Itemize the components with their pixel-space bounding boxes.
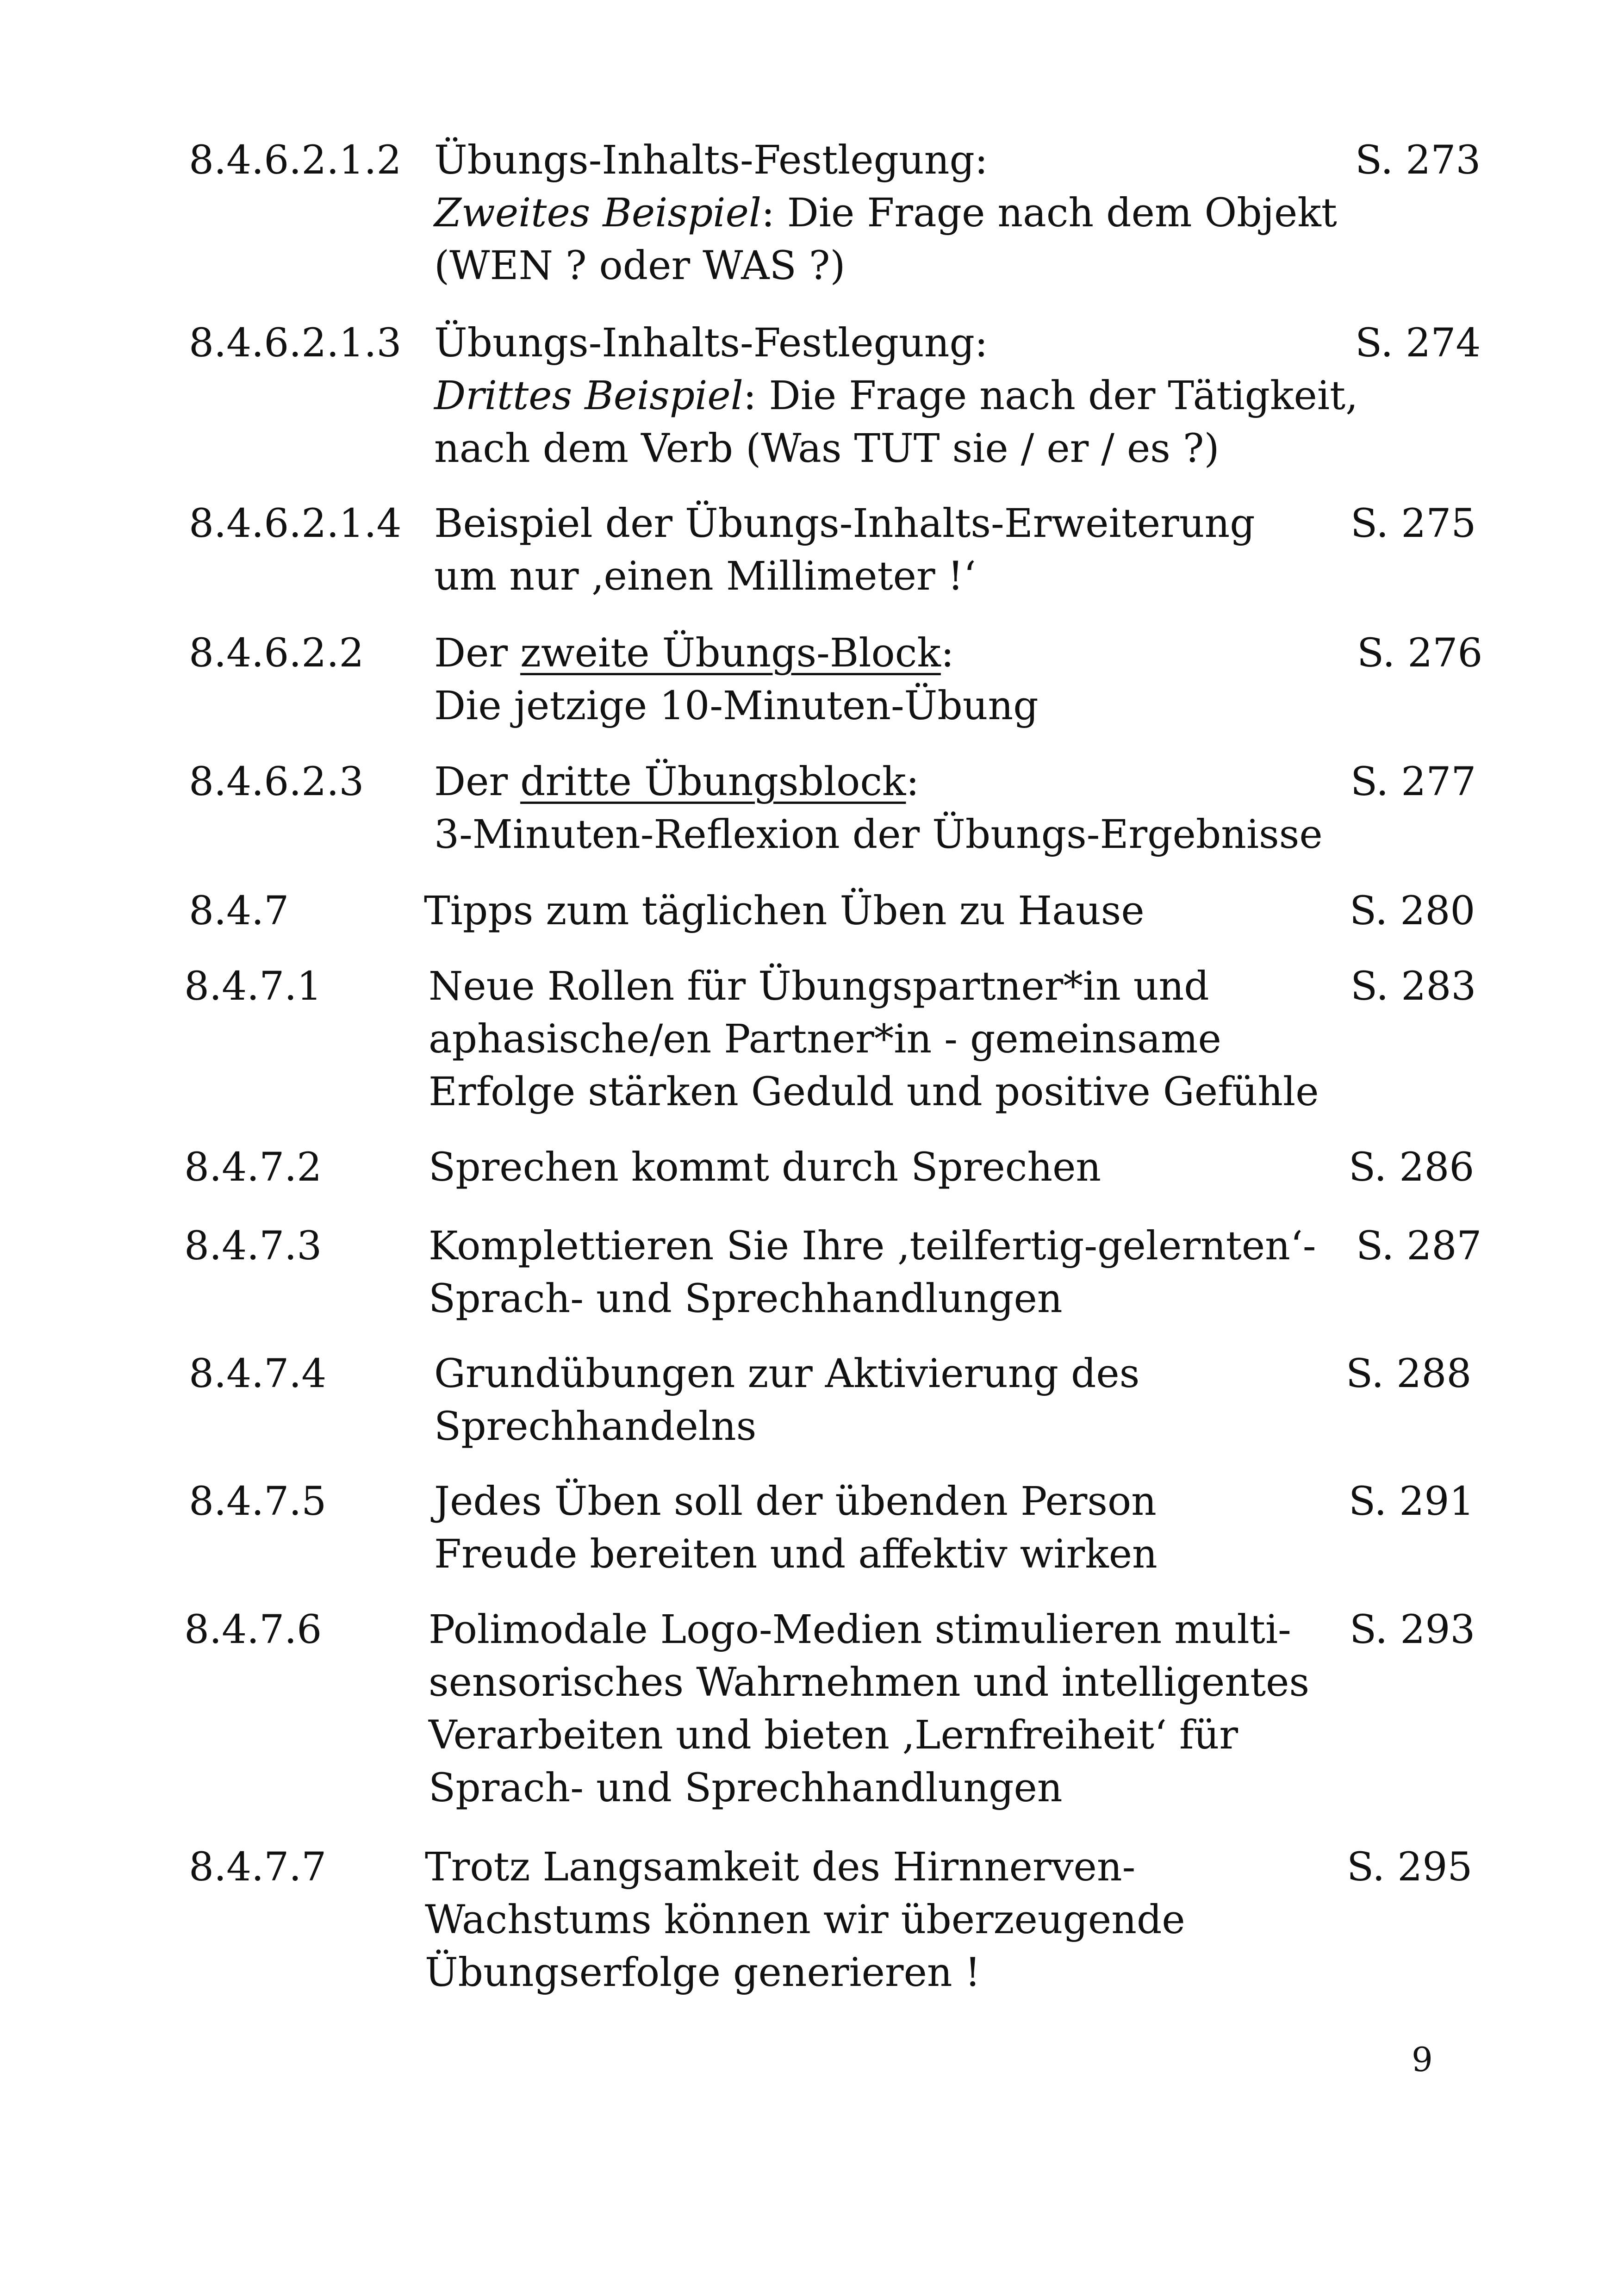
title-line — [429, 1220, 1354, 1273]
title-segment: : — [906, 759, 920, 805]
section-title — [434, 1475, 1360, 1581]
page-reference: S. 293 — [1350, 1607, 1475, 1653]
title-segment: Sprechen kommt durch Sprechen — [429, 1145, 1101, 1190]
section-number: 8.4.6.2.1.3 — [189, 320, 402, 366]
section-title — [434, 498, 1360, 603]
title-line — [425, 1894, 1350, 1947]
title-segment: Sprach- und Sprechhandlungen — [429, 1276, 1063, 1322]
section-title — [429, 960, 1354, 1119]
title-line — [429, 1656, 1354, 1709]
section-title — [429, 1604, 1354, 1815]
title-segment: Zweites Beispiel — [434, 190, 762, 236]
title-line — [434, 423, 1360, 475]
title-segment: sensorisches Wahrnehmen und intelligentes — [429, 1660, 1310, 1705]
title-line — [434, 550, 1360, 603]
title-segment: aphasische/en Partner*in - gemeinsame — [429, 1016, 1221, 1062]
title-line — [434, 756, 1360, 809]
section-number: 8.4.6.2.1.4 — [189, 501, 402, 547]
title-line — [434, 1528, 1360, 1581]
title-segment: zweite Übungs-Block — [520, 630, 941, 676]
title-line — [434, 240, 1360, 292]
page-reference: S. 275 — [1350, 501, 1476, 547]
section-number: 8.4.7.4 — [189, 1351, 327, 1397]
title-segment: nach dem Verb (Was TUT sie / er / es ?) — [434, 426, 1220, 472]
title-segment: Wachstums können wir überzeugende — [425, 1897, 1185, 1943]
title-segment: um nur ‚einen Millimeter !‘ — [434, 554, 976, 599]
title-line — [429, 1762, 1354, 1815]
title-segment: Erfolge stärken Geduld und positive Gefühle — [429, 1069, 1319, 1115]
section-number: 8.4.7 — [189, 888, 289, 934]
page-reference: S. 295 — [1347, 1844, 1473, 1890]
page-reference: S. 286 — [1349, 1145, 1475, 1190]
section-title — [434, 317, 1360, 475]
title-line — [434, 1348, 1360, 1400]
section-number: 8.4.7.1 — [184, 964, 322, 1009]
section-title — [429, 1141, 1354, 1194]
section-number: 8.4.6.2.1.2 — [189, 137, 402, 183]
title-line — [429, 1141, 1354, 1194]
section-title — [429, 1220, 1354, 1325]
title-line — [429, 1604, 1354, 1656]
title-line — [434, 809, 1360, 861]
title-segment: Neue Rollen für Übungspartner*in und — [429, 964, 1209, 1009]
title-line — [429, 1066, 1354, 1119]
title-segment: Grundübungen zur Aktivierung des — [434, 1351, 1140, 1397]
title-segment: Komplettieren Sie Ihre ‚teilfertig-gelernten‘- — [429, 1223, 1316, 1269]
title-segment: Beispiel der Übungs-Inhalts-Erweiterung — [434, 501, 1255, 547]
title-segment: : Die Frage nach dem Objekt — [761, 190, 1337, 236]
title-segment: Drittes Beispiel — [434, 373, 743, 419]
title-line — [434, 134, 1360, 187]
section-number: 8.4.7.7 — [189, 1844, 327, 1890]
title-segment: Übungserfolge generieren ! — [425, 1950, 981, 1996]
page-reference: S. 287 — [1356, 1223, 1482, 1269]
title-segment: : — [940, 630, 954, 676]
title-segment: Übungs-Inhalts-Festlegung: — [434, 320, 988, 366]
title-line — [434, 370, 1360, 423]
page-reference: S. 276 — [1357, 630, 1483, 676]
section-number: 8.4.7.2 — [184, 1145, 322, 1190]
section-title — [424, 885, 1350, 938]
section-title — [434, 1348, 1360, 1453]
page-reference: S. 277 — [1350, 759, 1476, 805]
section-title — [434, 756, 1360, 861]
section-number: 8.4.7.6 — [184, 1607, 322, 1653]
title-segment: Freude bereiten und affektiv wirken — [434, 1531, 1157, 1577]
title-segment: Jedes Üben soll der übenden Person — [434, 1479, 1157, 1524]
section-number: 8.4.7.3 — [184, 1223, 322, 1269]
title-segment: Der — [434, 630, 521, 676]
page-reference: S. 274 — [1355, 320, 1481, 366]
title-segment: Übungs-Inhalts-Festlegung: — [434, 137, 988, 183]
title-segment: (WEN ? oder WAS ?) — [434, 243, 846, 289]
page-reference: S. 280 — [1350, 888, 1475, 934]
page-reference: S. 273 — [1355, 137, 1481, 183]
title-line — [434, 680, 1360, 733]
section-title — [425, 1841, 1350, 1999]
title-line — [434, 627, 1360, 680]
section-title — [434, 627, 1360, 733]
title-line — [434, 1400, 1360, 1453]
section-title — [434, 134, 1360, 292]
title-segment: Trotz Langsamkeit des Hirnnerven- — [425, 1844, 1136, 1890]
page-reference: S. 283 — [1350, 964, 1476, 1009]
section-number: 8.4.6.2.3 — [189, 759, 364, 805]
section-number: 8.4.6.2.2 — [189, 630, 364, 676]
title-segment: : Die Frage nach der Tätigkeit, — [743, 373, 1358, 419]
title-segment: Sprach- und Sprechhandlungen — [429, 1765, 1063, 1811]
section-number: 8.4.7.5 — [189, 1479, 327, 1524]
title-segment: Der — [434, 759, 521, 805]
title-line — [425, 1947, 1350, 1999]
title-line — [429, 1013, 1354, 1066]
page-number: 9 — [1412, 2040, 1433, 2079]
title-segment: Die jetzige 10-Minuten-Übung — [434, 683, 1039, 729]
title-segment: Sprechhandelns — [434, 1404, 757, 1450]
page-reference: S. 291 — [1349, 1479, 1475, 1524]
title-line — [434, 498, 1360, 550]
title-segment: Verarbeiten und bieten ‚Lernfreiheit‘ für — [429, 1712, 1238, 1758]
title-line — [434, 187, 1360, 240]
title-line — [429, 1709, 1354, 1762]
title-segment: 3-Minuten-Reflexion der Übungs-Ergebnisse — [434, 812, 1323, 858]
title-line — [425, 1841, 1350, 1894]
title-line — [434, 317, 1360, 370]
title-line — [429, 960, 1354, 1013]
title-segment: dritte Übungsblock — [520, 759, 906, 805]
page-reference: S. 288 — [1346, 1351, 1472, 1397]
title-segment: Polimodale Logo-Medien stimulieren multi- — [429, 1607, 1291, 1653]
title-line — [434, 1475, 1360, 1528]
title-line — [424, 885, 1350, 938]
title-line — [429, 1273, 1354, 1325]
title-segment: Tipps zum täglichen Üben zu Hause — [424, 888, 1145, 934]
